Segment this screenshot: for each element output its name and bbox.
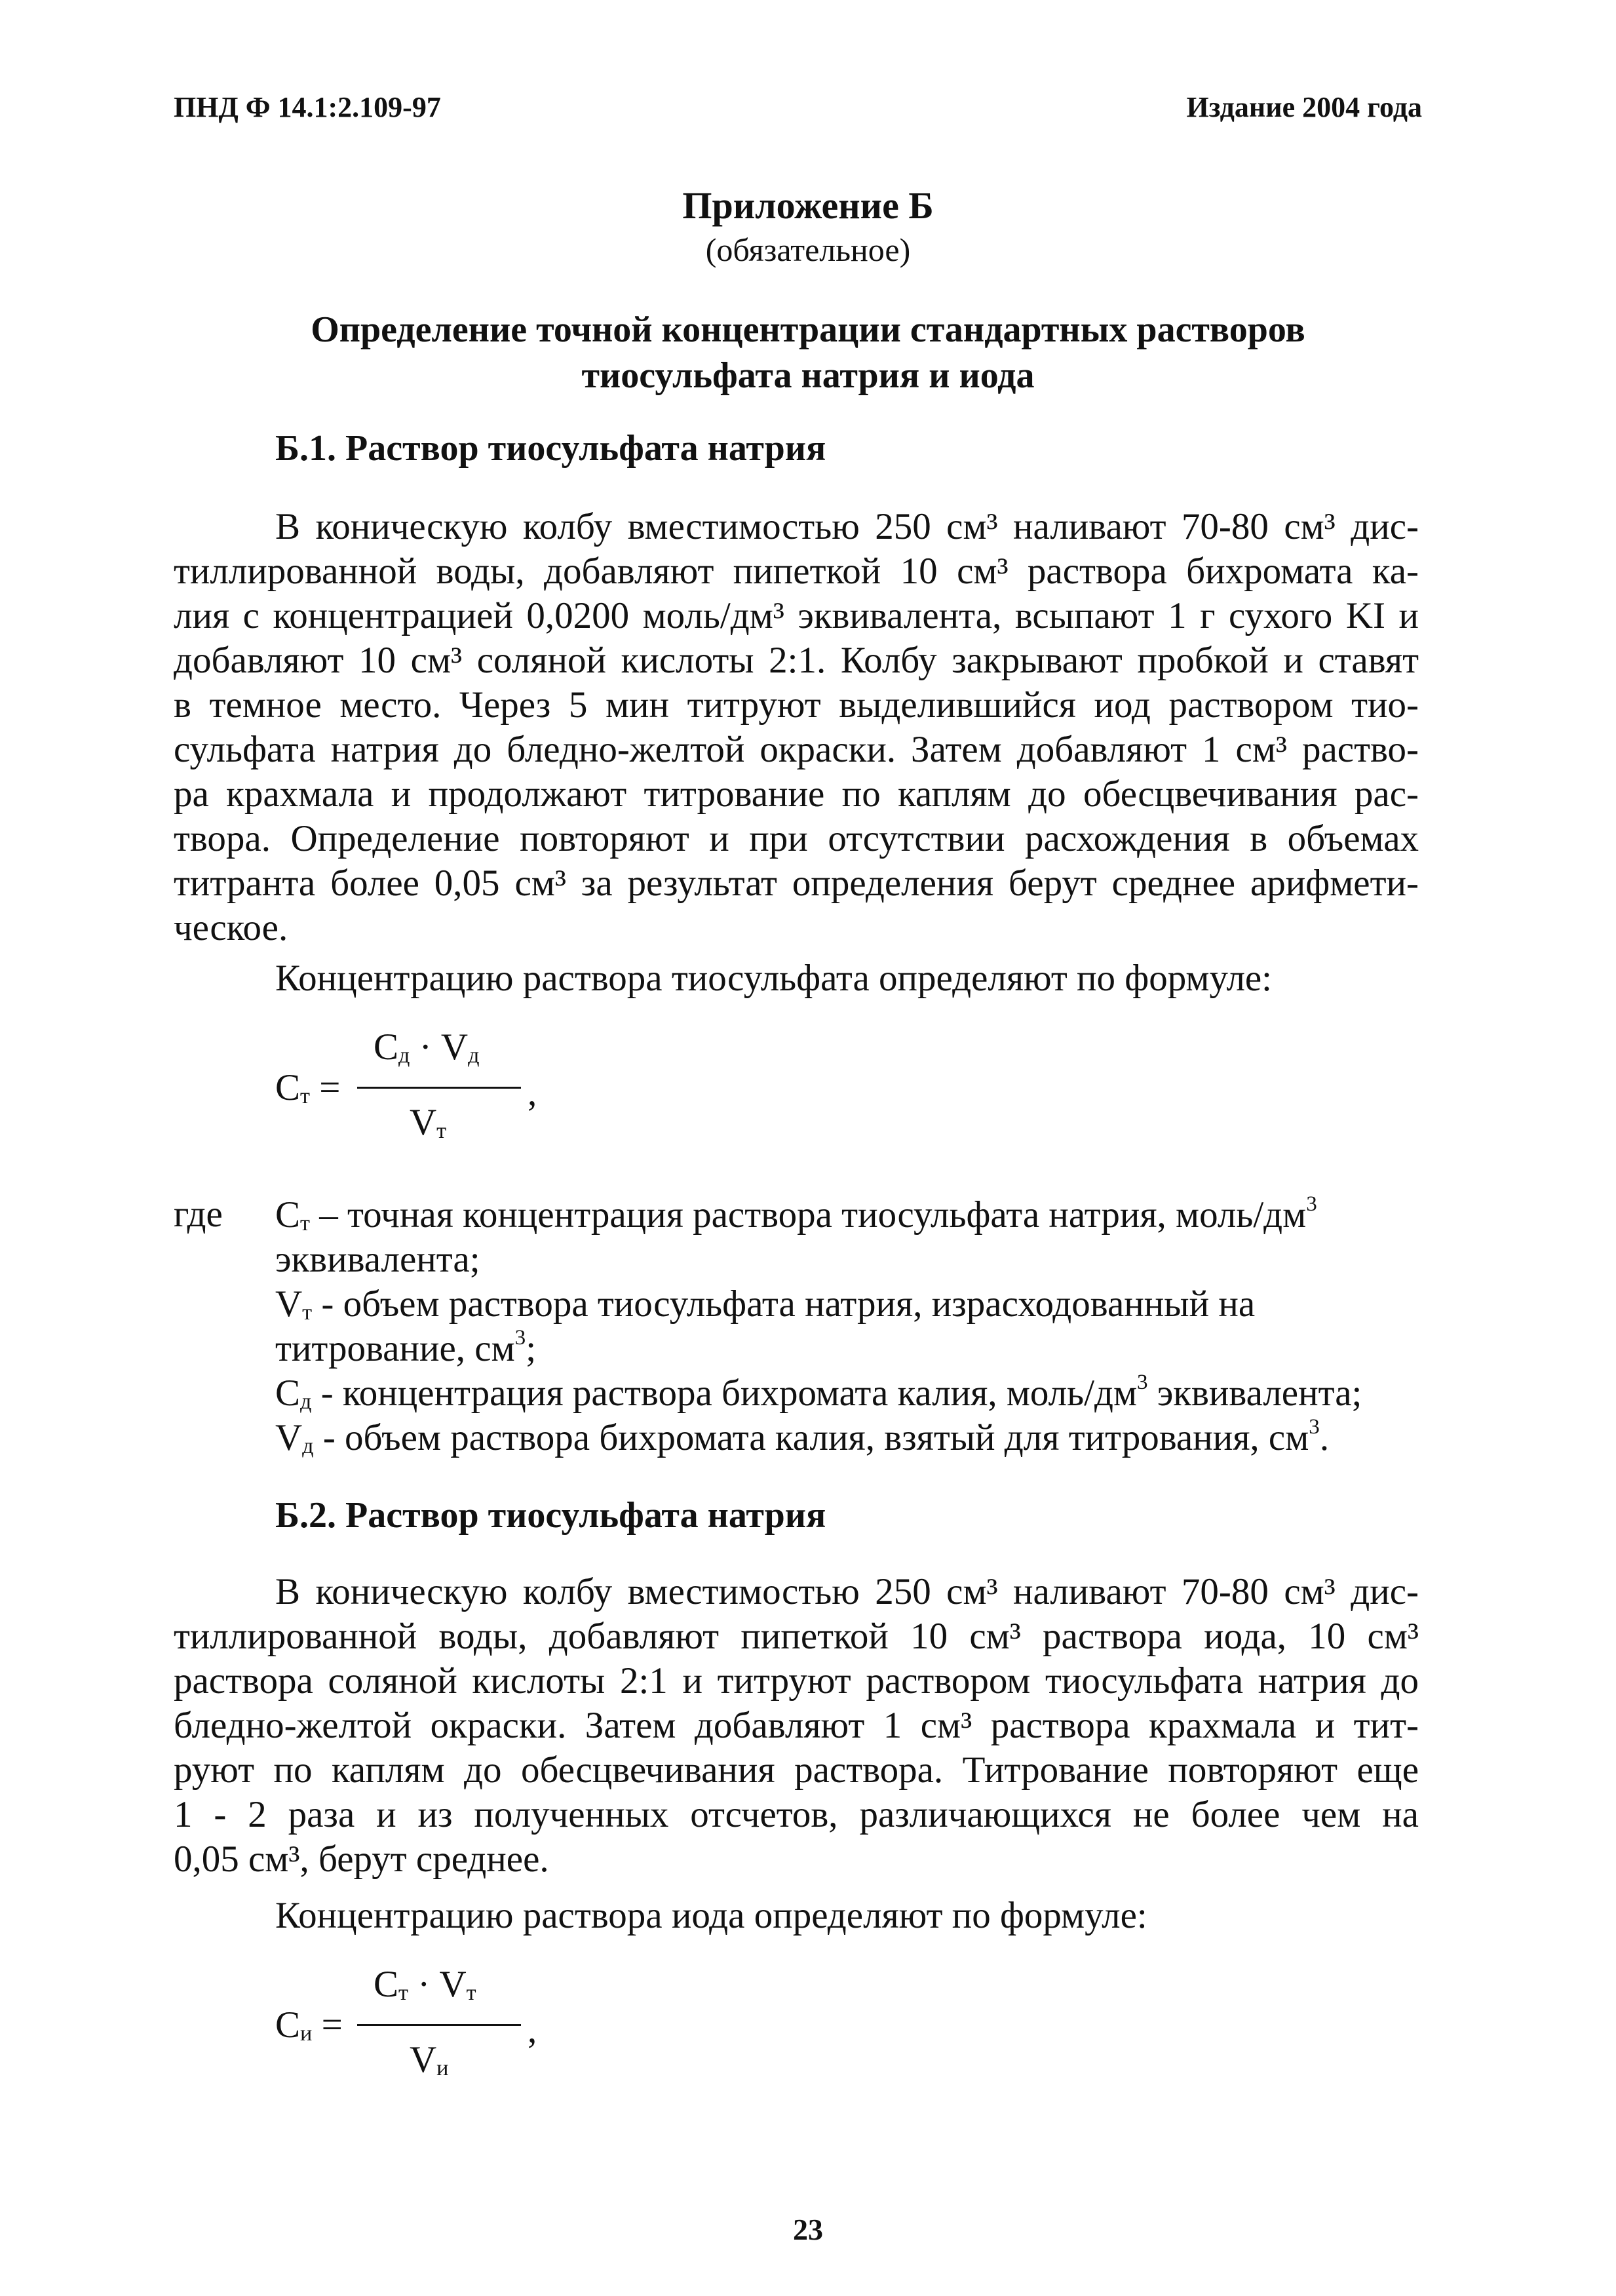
section-1-paragraph — [174, 505, 1419, 950]
appendix-heading — [0, 307, 1616, 399]
section-2-heading: Б.2. Раствор тиосульфата натрия — [275, 1495, 826, 1536]
formula-2-comma: , — [528, 2010, 537, 2051]
page-number: 23 — [793, 2213, 823, 2246]
appendix-title: Приложение Б — [682, 184, 934, 227]
section-1-heading: Б.1. Раствор тиосульфата натрия — [275, 428, 826, 469]
where-label: где — [174, 1194, 223, 1235]
section-2-paragraph-line: бледно-желтой окраски. Затем добавляют 1 см³ раствора крахмала и тит- — [174, 1705, 1419, 1746]
formula-2-denominator: $V_и$ — [410, 2039, 449, 2081]
section-1-paragraph-line: В коническую колбу вместимостью 250 см³ наливают 70-80 см³ дис- — [275, 506, 1419, 547]
formula-1-fraction-bar — [357, 1087, 521, 1089]
section-2-paragraph-line: В коническую колбу вместимостью 250 см³ наливают 70-80 см³ дис- — [275, 1571, 1419, 1612]
definition-line: $V_д$ - объем раствора бихромата калия, взятый для титрования, $см^3$. — [275, 1415, 1330, 1459]
edition-label: Издание 2004 года — [1186, 91, 1422, 123]
formula-1 — [275, 1026, 570, 1157]
formula-1-numerator: $C_д \cdot V_д$ — [374, 1026, 480, 1068]
definition-line: $C_д$ - концентрация раствора бихромата калия, моль/$дм^3$ эквивалента; — [275, 1371, 1362, 1414]
section-2-paragraph-line: раствора соляной кислоты 2:1 и титруют раствором тиосульфата натрия до — [174, 1660, 1419, 1702]
appendix-heading-line-1: Определение точной концентрации стандартных растворов — [311, 309, 1305, 350]
section-1-paragraph-line: тиллированной воды, добавляют пипеткой 10 см³ раствора бихромата ка- — [174, 551, 1419, 592]
formula-2-numerator: $C_т \cdot V_т$ — [374, 1964, 476, 2006]
section-1-paragraph-line: твора. Определение повторяют и при отсутствии расхождения в объемах — [174, 818, 1419, 859]
section-1-paragraph-line: сульфата натрия до бледно-желтой окраски. Затем добавляют 1 см³ раство- — [174, 729, 1419, 770]
document-code: ПНД Ф 14.1:2.109-97 — [174, 91, 441, 123]
formula-1-intro: Концентрацию раствора тиосульфата определяют по формуле: — [275, 958, 1273, 999]
section-1-paragraph-line: ра крахмала и продолжают титрование по каплям до обесцвечивания рас- — [174, 773, 1419, 815]
section-2-paragraph-line: 1 - 2 раза и из полученных отсчетов, различающихся не более чем на — [174, 1794, 1419, 1835]
section-1-paragraph-line: в темное место. Через 5 мин титруют выделившийся иод раствором тио- — [174, 684, 1419, 726]
section-2-paragraph-line: тиллированной воды, добавляют пипеткой 10 см³ раствора иода, 10 см³ — [174, 1616, 1419, 1657]
appendix-subtitle: (обязательное) — [705, 231, 911, 268]
appendix-heading-line-2: тиосульфата натрия и иода — [581, 355, 1035, 396]
formula-2 — [275, 1963, 570, 2094]
definition-line: титрование, $см^3$; — [275, 1326, 537, 1369]
section-2-paragraph-line: 0,05 см³, берут среднее. — [174, 1839, 549, 1880]
formula-2-fraction-bar — [357, 2024, 521, 2026]
formula-1-lhs: $C_т$ = — [275, 1067, 341, 1109]
section-1-paragraph-line: ческое. — [174, 907, 288, 948]
formula-1-comma: , — [528, 1072, 537, 1114]
section-1-paragraph-line: добавляют 10 см³ соляной кислоты 2:1. Колбу закрывают пробкой и ставят — [174, 640, 1419, 681]
definitions-list — [275, 1193, 1402, 1460]
formula-2-intro: Концентрацию раствора иода определяют по формуле: — [275, 1895, 1147, 1936]
section-1-paragraph-line: титранта более 0,05 см³ за результат определения берут среднее арифмети- — [174, 863, 1419, 904]
definition-line: эквивалента; — [275, 1239, 480, 1280]
formula-1-denominator: $V_т$ — [410, 1102, 447, 1144]
formula-2-lhs: $C_и$ = — [275, 2004, 343, 2046]
section-2-paragraph-line: руют по каплям до обесцвечивания раствора. Титрование повторяют еще — [174, 1749, 1419, 1791]
definition-line: $C_т$ – точная концентрация раствора тиосульфата натрия, моль/$дм^3$ — [275, 1192, 1317, 1236]
section-2-paragraph — [174, 1570, 1419, 1882]
definition-line: $V_т$ - объем раствора тиосульфата натрия, израсходованный на — [275, 1283, 1256, 1325]
section-1-paragraph-line: лия с концентрацией 0,0200 моль/дм³ эквивалента, всыпают 1 г сухого KI и — [174, 595, 1419, 636]
